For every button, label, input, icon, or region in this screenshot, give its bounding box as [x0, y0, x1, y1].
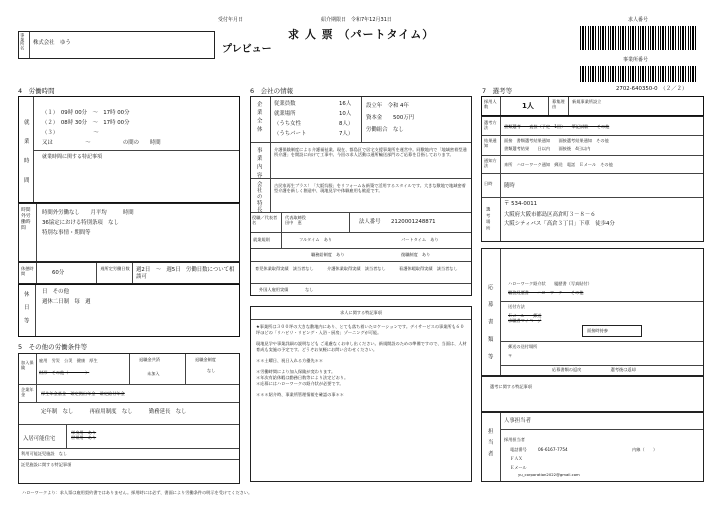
reason-value: 新規事業所設立 [572, 99, 602, 104]
place-address: 大阪府大阪市都島区高倉町３－８－６ [504, 212, 596, 218]
employee-label: 企業全体 [255, 101, 262, 135]
break-value: 60分 [52, 270, 65, 276]
company-box [18, 31, 215, 59]
weekdays-label: 週所定労働日数 [100, 266, 130, 271]
corp-no: 2120001248871 [391, 219, 436, 225]
emp-row-0: 従業員数 [274, 101, 296, 107]
business-text: 介護保険制度による介護福祉業。現在、都島区で居宅支援事業所を運営中。同敷地内で「地域密着型通所介護」を開設に向けて工事中。今回の求人活動は通所輸送部門のご応募を目指しております。 [274, 147, 467, 158]
tel-ext: 内線（ ） [632, 447, 658, 452]
company-name: 株式会社 ゆう [33, 40, 71, 46]
barcode-job-no [580, 26, 698, 50]
contact-box [481, 412, 704, 482]
retire-value: 未加入 [147, 371, 160, 376]
place-label: 選考場所 [486, 207, 492, 232]
documents-box [481, 248, 704, 376]
age-row: 定年制 なし 再雇用制度 なし 勤務延長 なし [41, 409, 187, 415]
notice-value: 来所 ハローワーク通知 郵送 電話 Ｅメール その他 [504, 162, 613, 167]
method-2: 面接 書類選考結果通知 面接選考結果通知 その他 [504, 138, 609, 143]
shift-1: （１） 09時 00分 ～ 17時 00分 [42, 110, 130, 116]
housing-label: 入居可能住宅 [23, 436, 56, 442]
pension-label: 企業年金 [21, 387, 34, 398]
holiday-2: 週休二日制 毎 週 [42, 299, 91, 305]
rep-name: 代表取締役 田中 恵 [285, 215, 306, 226]
send-label: 送付方法 [508, 304, 525, 309]
break-label: 休憩時間 [21, 266, 34, 277]
overtime-box [18, 203, 240, 262]
insurance-label: 加入保険 [21, 360, 34, 371]
received-label: 受付年月日 [218, 17, 244, 23]
corp-no-label: 法人番号 [359, 219, 381, 225]
tel-label: 電話番号 [510, 447, 527, 452]
hours-special-notes: 就業時間に関する特記事項 [42, 154, 103, 160]
emp-val-2: 8人） [339, 121, 354, 127]
barcode-office-no [580, 66, 698, 82]
fax-label: ＦＡＸ [510, 456, 523, 461]
emp-row-2: （うち女性 [274, 121, 301, 127]
timing-1: 書類選考結果 日以内 面接後 4日以内 [504, 146, 591, 151]
facility-notes: 託児施設に関する特記事項 [21, 462, 72, 467]
facility: 利用可能託児施設 なし [21, 451, 68, 456]
interview-bring: 面接時持参 [582, 325, 642, 337]
fukushoku: 復職制度 あり [401, 252, 431, 257]
office-side-label: 事業所名 [20, 33, 26, 50]
method-label: 選考方法 [484, 120, 497, 131]
docs-1: ハローワーク紹介状 履歴書（写真貼付） [508, 281, 592, 286]
referral-date: 紹介期限日 令和7年12月31日 [321, 17, 392, 23]
contact-role: 人事担当者 [504, 418, 531, 424]
count-label: 採用人数 [484, 99, 497, 110]
conditions-box [18, 353, 240, 484]
hire-count: 1人 [522, 102, 534, 110]
emp-row-1: 就業場所 [274, 111, 296, 117]
kango-leave: 看護休暇取得実績 該当者なし [399, 266, 458, 271]
shokuno: 職務給制度 あり [311, 252, 345, 257]
date-value: 随時 [504, 183, 515, 189]
section-7-title: 7 選考等 [482, 87, 513, 95]
section-5-title: 5 その他の労働条件等 [18, 343, 88, 351]
docs-label: 応募書類等 [486, 284, 493, 371]
notes-title: 求人に関する特記事項 [340, 310, 382, 315]
preview-label: プレビュー [222, 44, 272, 55]
date-label: 日時 [484, 181, 493, 186]
shift-3: （３） ～ [42, 130, 99, 136]
place-zip: 〒 534-0011 [504, 201, 538, 207]
retire2-value: なし [207, 368, 216, 373]
contact-label: 担当者 [486, 428, 493, 463]
weekdays-value: 週2日 ～ 週5日 労働日数について相談可 [136, 267, 235, 280]
work-hours-box [18, 96, 240, 203]
method-1: 書類選考 直接（予定 1回） 筆記試験 その他 [504, 124, 610, 129]
holiday-label: 休日等 [22, 291, 29, 332]
insurance-types: 雇用 労災 公災 健康 厚生 [39, 358, 98, 363]
place-station: 大阪シティバス「高倉３丁目」下車 徒歩4分 [504, 221, 615, 227]
pension-value: 厚生年金基金 確定拠出年金 確定給付年金 [41, 391, 125, 396]
housing-value: 単身用 あり 世帯用 あり [71, 430, 97, 441]
shift-or: 又は ～ の間の 時間 [42, 140, 161, 146]
overtime-label: 時間外労働時間 [21, 208, 31, 231]
holiday-1: 日 その他 [42, 289, 69, 295]
emp-val-1: 10人 [339, 111, 352, 117]
selection-box [481, 116, 704, 242]
hire-count-box [481, 96, 704, 116]
notes-text: ★事業所は３００坪の大きな敷地内にあり、とても落ち着いたロケーションです。デイサービスの事業所も６０坪ほどの「リハビリ・リビング・入浴・厨房」ゾーニングが可能。 現地見学や事業詳細の説明なども ご遠慮なくお申し出ください。新規開設のための準備ですので、当面は、人材育成も実施の予定です。どうぞお気軽にお問い合わせください。 ＊＊土曜日、祝日入れる方優先＊＊ ＊労働時間により加入保険が変わります。 ＊年次有給休暇は勤務日数等により法定どおり。 ＊応募にはハローワークの紹介状が必要です。 ＊＊＊紹介時、事業所管理情報を確認の事＊＊ [256, 324, 467, 398]
selection-notes-box [481, 376, 704, 412]
mail-label: Ｅメール [510, 465, 527, 470]
company-info-box [250, 96, 472, 296]
nursing-leave: 介護休業取得実績 該当者なし [327, 266, 386, 271]
overtime-2: 36協定における特別条項 なし [42, 220, 119, 226]
emp-val-3: 7人） [339, 131, 354, 137]
break-box [18, 262, 240, 284]
union: 労働組合 なし [366, 127, 404, 133]
care-leave: 育児休業取得実績 該当者なし [255, 266, 314, 271]
reason-label: 募集理由 [552, 99, 565, 110]
selection-notes-label: 選考に関する特記事項 [490, 384, 532, 389]
retire2-label: 退職金制度 [195, 357, 216, 362]
capital: 資本金 500万円 [366, 115, 415, 121]
rules-label: 就業規則 [253, 237, 270, 242]
section-4-title: 4 労働時間 [18, 87, 55, 95]
shift-label: 就業時間 [22, 119, 29, 197]
emp-val-0: 16人 [339, 101, 352, 107]
shift-2: （２） 08時 30分 ～ 17時 00分 [42, 120, 130, 126]
timing-label: 結果通知 [484, 138, 497, 149]
overtime-1: 時間外労働なし 月平均 時間 [42, 210, 134, 216]
send-value: Ｅメール 郵送 求職者マイページ [508, 313, 542, 324]
emp-row-3: （うちパート [274, 131, 307, 137]
notice-label: 通知方法 [484, 158, 497, 169]
rep-label: 役職／代表者名 [252, 215, 278, 226]
notes-box [250, 306, 472, 482]
footer-note: ハローワークより：求人票は雇用契約書ではありません。採用時には必ず、書面により労働条件の明示を受けてください。 [22, 490, 253, 495]
overtime-3: 特別な事情・期間等 [42, 230, 91, 236]
feature-label: 会社の特長 [255, 181, 262, 213]
established: 設立年 令和 4年 [366, 103, 409, 109]
contact-person: 採用担当者 [504, 437, 525, 442]
foreign-employment: 外国人雇用実績 なし [259, 287, 314, 292]
office-no: 2702-640350-0 （２／２） [616, 86, 688, 92]
job-no-label: 求人番号 [628, 17, 649, 23]
page-title: 求 人 票 （パートタイム） [288, 28, 435, 41]
feature-text: 古民家再生プラス！「大阪呉服」をリフォーム＆新築で活用するスタイルです。大きな敷地で地域密着型介護を新しく創造中、現地見学や体験雇用も歓迎です。 [274, 183, 466, 194]
mail-addr-label: 郵送の送付場所 [508, 344, 538, 349]
office-no-label: 事業所番号 [623, 57, 649, 63]
mail-value: yu_corporation2022@gmail.com [518, 472, 580, 477]
holiday-box [18, 284, 240, 337]
retire-label: 退職金共済 [139, 357, 160, 362]
insurance-other: 財形 その他（ ） [39, 370, 90, 375]
docs-2: 職務経歴書 ハローワーク その他 [508, 290, 584, 295]
tel-value: 06-6167-7754 [538, 447, 568, 452]
return-row: 応募書類の返戻 選考後は返却 [552, 367, 636, 372]
mail-addr-value: 〒 [508, 353, 513, 358]
rules-part: パートタイム あり [401, 237, 439, 242]
section-6-title: 6 会社の情報 [250, 87, 294, 95]
business-label: 事業内容 [255, 147, 262, 181]
rules-full: フルタイム あり [299, 237, 333, 242]
